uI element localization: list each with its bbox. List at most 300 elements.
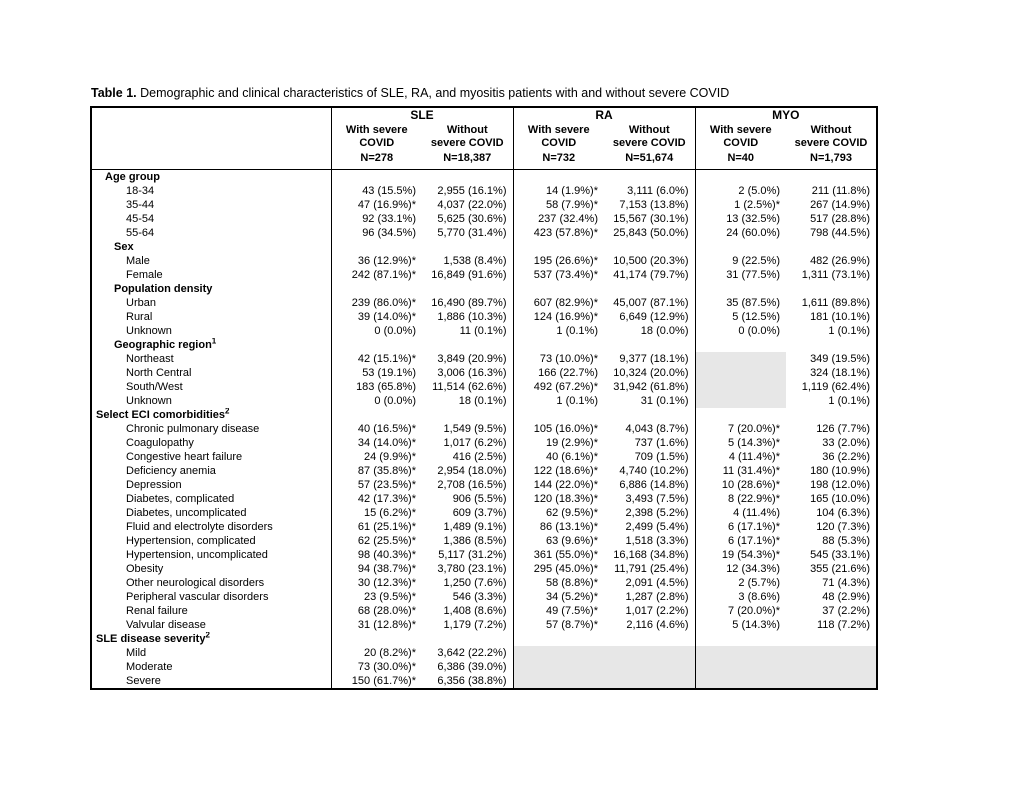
table-row	[91, 366, 877, 380]
column-n-count: N=1,793	[810, 152, 852, 164]
value-cell: 35 (87.5%)	[695, 296, 786, 310]
column-header-label: With severe COVID	[527, 124, 590, 149]
value-cell: 2,091 (4.5%)	[625, 576, 689, 589]
value-cell	[331, 408, 422, 422]
value-cell: 0 (0.0%)	[331, 394, 422, 408]
value-cell: 165 (10.0%)	[810, 492, 870, 505]
value-cell: 482 (26.9%)	[810, 254, 870, 267]
value-cell	[604, 338, 695, 352]
value-cell: 120 (18.3%)*	[513, 492, 604, 506]
value-cell: 31,942 (61.8%)	[613, 380, 689, 393]
group-header-ra: RA	[513, 107, 695, 123]
value-cell: 3,849 (20.9%)	[437, 352, 507, 365]
value-cell: 58 (8.8%)*	[513, 576, 604, 590]
value-cell: 16,849 (91.6%)	[431, 268, 507, 281]
value-cell: 24 (60.0%)	[695, 226, 786, 240]
value-cell: 58 (7.9%)*	[513, 198, 604, 212]
value-cell: 11 (31.4%)*	[695, 464, 786, 478]
value-cell: 19 (54.3%)*	[695, 548, 786, 562]
value-cell: 239 (86.0%)*	[331, 296, 422, 310]
value-cell	[513, 240, 604, 254]
value-cell	[513, 408, 604, 422]
value-cell	[695, 282, 786, 296]
value-cell	[695, 169, 786, 184]
column-header-label: With severe COVID	[345, 124, 408, 149]
row-label: Northeast	[126, 352, 174, 365]
value-cell: 8 (22.9%)*	[695, 492, 786, 506]
row-label: Urban	[126, 296, 156, 309]
value-cell: 5 (12.5%)	[695, 310, 786, 324]
section-row	[91, 282, 877, 296]
value-cell: 737 (1.6%)	[634, 436, 689, 449]
column-n-count: N=18,387	[443, 152, 492, 164]
row-label: Chronic pulmonary disease	[126, 422, 260, 435]
value-cell: 73 (30.0%)*	[331, 660, 422, 674]
value-cell	[513, 282, 604, 296]
column-header	[695, 123, 786, 169]
row-label: Unknown	[126, 394, 172, 407]
value-cell: 324 (18.1%)	[810, 366, 870, 379]
row-label: Sex	[114, 240, 134, 253]
value-cell: 62 (25.5%)*	[331, 534, 422, 548]
value-cell: 6 (17.1%)*	[695, 534, 786, 548]
section-row	[91, 338, 877, 352]
value-cell: 1 (0.1%)	[828, 324, 870, 337]
table-body	[91, 169, 877, 689]
value-cell: 2,116 (4.6%)	[626, 618, 689, 631]
value-cell: 1,250 (7.6%)	[443, 576, 507, 589]
value-cell: 10 (28.6%)*	[695, 478, 786, 492]
value-cell	[604, 282, 695, 296]
value-cell: 5,117 (31.2%)	[438, 548, 507, 561]
group-header-sle: SLE	[331, 107, 513, 123]
value-cell: 126 (7.7%)	[816, 422, 870, 435]
value-cell: 517 (28.8%)	[810, 212, 870, 225]
value-cell: 6,649 (12.9%)	[619, 310, 689, 323]
table-row	[91, 394, 877, 408]
value-cell: 122 (18.6%)*	[513, 464, 604, 478]
value-cell: 3,642 (22.2%)	[437, 646, 507, 659]
column-header-label: Without severe COVID	[430, 124, 504, 149]
masked-cell	[604, 660, 695, 674]
table-row	[91, 520, 877, 534]
masked-cell	[695, 674, 786, 689]
value-cell: 198 (12.0%)	[810, 478, 870, 491]
section-row	[91, 408, 877, 422]
row-label: 18-34	[126, 184, 155, 197]
header-corner-cell	[91, 107, 331, 123]
value-cell: 92 (33.1%)	[331, 212, 422, 226]
value-cell: 1,518 (3.3%)	[625, 534, 689, 547]
value-cell: 2,398 (5.2%)	[625, 506, 689, 519]
row-label: Population density	[114, 282, 213, 295]
table-row	[91, 646, 877, 660]
value-cell: 1 (0.1%)	[513, 394, 604, 408]
table-row	[91, 212, 877, 226]
value-cell: 16,490 (89.7%)	[431, 296, 507, 309]
value-cell: 31 (77.5%)	[695, 268, 786, 282]
masked-cell	[786, 660, 877, 674]
value-cell: 1 (0.1%)	[513, 324, 604, 338]
value-cell: 267 (14.9%)	[810, 198, 870, 211]
value-cell	[422, 632, 513, 646]
column-header	[786, 123, 877, 169]
masked-cell	[695, 380, 786, 394]
value-cell: 6,386 (39.0%)	[437, 660, 507, 673]
table-row	[91, 590, 877, 604]
value-cell	[786, 408, 877, 422]
value-cell: 42 (17.3%)*	[331, 492, 422, 506]
table-row	[91, 478, 877, 492]
value-cell: 23 (9.5%)*	[331, 590, 422, 604]
characteristics-table	[90, 106, 878, 690]
table-header	[91, 107, 877, 169]
value-cell: 12 (34.3%)	[695, 562, 786, 576]
masked-cell	[786, 674, 877, 689]
value-cell: 1,611 (89.8%)	[801, 296, 870, 309]
table-title-number: Table 1.	[91, 86, 137, 100]
value-cell: 2 (5.7%)	[695, 576, 786, 590]
value-cell: 34 (5.2%)*	[513, 590, 604, 604]
value-cell: 1,549 (9.5%)	[443, 422, 507, 435]
value-cell: 2,954 (18.0%)	[437, 464, 507, 477]
table-row	[91, 268, 877, 282]
value-cell: 211 (11.8%)	[811, 184, 870, 197]
value-cell: 53 (19.1%)	[331, 366, 422, 380]
value-cell: 607 (82.9%)*	[513, 296, 604, 310]
value-cell: 1,538 (8.4%)	[443, 254, 507, 267]
value-cell: 11,514 (62.6%)	[432, 380, 507, 393]
table-title	[91, 86, 891, 101]
column-header-label: Without severe COVID	[612, 124, 686, 149]
masked-cell	[695, 646, 786, 660]
value-cell: 355 (21.6%)	[810, 562, 870, 575]
value-cell: 423 (57.8%)*	[513, 226, 604, 240]
row-label: South/West	[126, 380, 183, 393]
row-label: Diabetes, uncomplicated	[126, 506, 247, 519]
value-cell: 20 (8.2%)*	[331, 646, 422, 660]
value-cell: 16,168 (34.8%)	[613, 548, 689, 561]
value-cell	[786, 169, 877, 184]
value-cell	[422, 240, 513, 254]
section-row	[91, 169, 877, 184]
value-cell: 361 (55.0%)*	[513, 548, 604, 562]
table-row	[91, 380, 877, 394]
value-cell: 40 (16.5%)*	[331, 422, 422, 436]
value-cell: 63 (9.6%)*	[513, 534, 604, 548]
value-cell	[422, 408, 513, 422]
column-n-count: N=732	[542, 152, 576, 164]
table-row	[91, 534, 877, 548]
value-cell	[331, 632, 422, 646]
value-cell: 15,567 (30.1%)	[613, 212, 689, 225]
value-cell: 609 (3.7%)	[452, 506, 507, 519]
value-cell	[695, 408, 786, 422]
value-cell: 41,174 (79.7%)	[613, 268, 689, 281]
value-cell: 120 (7.3%)	[816, 520, 870, 533]
row-label: Obesity	[126, 562, 164, 575]
value-cell	[786, 632, 877, 646]
column-header-label: With severe COVID	[709, 124, 772, 149]
table-row	[91, 226, 877, 240]
value-cell: 2 (5.0%)	[695, 184, 786, 198]
row-label: Select ECI comorbidities$^2$	[96, 407, 230, 421]
masked-cell	[604, 646, 695, 660]
masked-cell	[513, 646, 604, 660]
footnote-marker: 2	[205, 631, 210, 639]
value-cell	[604, 240, 695, 254]
value-cell: 1,408 (8.6%)	[443, 604, 507, 617]
row-label: Unknown	[126, 324, 172, 337]
table-row	[91, 506, 877, 520]
value-cell: 19 (2.9%)*	[513, 436, 604, 450]
value-cell: 3 (8.6%)	[695, 590, 786, 604]
value-cell: 47 (16.9%)*	[331, 198, 422, 212]
column-n-count: N=278	[360, 152, 394, 164]
value-cell	[604, 408, 695, 422]
value-cell	[331, 169, 422, 184]
value-cell: 4,740 (10.2%)	[619, 464, 689, 477]
value-cell: 1,287 (2.8%)	[625, 590, 689, 603]
masked-cell	[695, 366, 786, 380]
table-row	[91, 324, 877, 338]
header-corner-cell	[91, 123, 331, 169]
value-cell: 1,489 (9.1%)	[443, 520, 507, 533]
value-cell: 10,500 (20.3%)	[613, 254, 689, 267]
value-cell: 798 (44.5%)	[810, 226, 870, 239]
value-cell: 4,043 (8.7%)	[625, 422, 689, 435]
table-row	[91, 562, 877, 576]
value-cell: 11,791 (25.4%)	[614, 562, 689, 575]
table-row	[91, 464, 877, 478]
row-label: Deficiency anemia	[126, 464, 216, 477]
table-row	[91, 660, 877, 674]
value-cell: 5 (14.3%)	[695, 618, 786, 632]
value-cell: 9,377 (18.1%)	[619, 352, 689, 365]
masked-cell	[513, 674, 604, 689]
value-cell: 166 (22.7%)	[513, 366, 604, 380]
value-cell	[786, 338, 877, 352]
value-cell: 15 (6.2%)*	[331, 506, 422, 520]
row-label: Mild	[126, 646, 147, 659]
value-cell: 10,324 (20.0%)	[613, 366, 689, 379]
value-cell: 1,017 (2.2%)	[625, 604, 689, 617]
table-row	[91, 492, 877, 506]
value-cell: 105 (16.0%)*	[513, 422, 604, 436]
table-title-text: Demographic and clinical characteristics of SLE, RA, and myositis patients with and without severe COVID	[136, 86, 730, 100]
value-cell	[422, 282, 513, 296]
header-subcolumn-row	[91, 123, 877, 169]
value-cell: 36 (12.9%)*	[331, 254, 422, 268]
value-cell	[513, 338, 604, 352]
value-cell: 31 (12.8%)*	[331, 618, 422, 632]
value-cell: 6,886 (14.8%)	[619, 478, 689, 491]
value-cell: 6 (17.1%)*	[695, 520, 786, 534]
value-cell: 242 (87.1%)*	[331, 268, 422, 282]
value-cell: 61 (25.1%)*	[331, 520, 422, 534]
table-row	[91, 310, 877, 324]
value-cell: 295 (45.0%)*	[513, 562, 604, 576]
value-cell: 709 (1.5%)	[634, 450, 689, 463]
table-row	[91, 296, 877, 310]
value-cell	[422, 338, 513, 352]
value-cell: 30 (12.3%)*	[331, 576, 422, 590]
value-cell: 42 (15.1%)*	[331, 352, 422, 366]
table-row	[91, 184, 877, 198]
value-cell: 24 (9.9%)*	[331, 450, 422, 464]
value-cell	[695, 240, 786, 254]
row-label: Hypertension, complicated	[126, 534, 256, 547]
table-row	[91, 254, 877, 268]
value-cell: 7 (20.0%)*	[695, 422, 786, 436]
value-cell: 37 (2.2%)	[822, 604, 870, 617]
value-cell: 13 (32.5%)	[695, 212, 786, 226]
value-cell: 11 (0.1%)	[459, 324, 507, 337]
value-cell: 96 (34.5%)	[331, 226, 422, 240]
value-cell	[331, 282, 422, 296]
value-cell: 3,780 (23.1%)	[437, 562, 507, 575]
row-label: Renal failure	[126, 604, 188, 617]
value-cell	[786, 240, 877, 254]
row-label: Severe	[126, 674, 161, 687]
value-cell: 118 (7.2%)	[817, 618, 870, 631]
value-cell: 3,111 (6.0%)	[627, 184, 689, 197]
table-row	[91, 548, 877, 562]
value-cell: 2,708 (16.5%)	[437, 478, 507, 491]
value-cell: 195 (26.6%)*	[513, 254, 604, 268]
value-cell: 25,843 (50.0%)	[613, 226, 689, 239]
value-cell: 416 (2.5%)	[452, 450, 507, 463]
table-row	[91, 352, 877, 366]
value-cell: 71 (4.3%)	[822, 576, 870, 589]
table-row	[91, 436, 877, 450]
header-group-row	[91, 107, 877, 123]
value-cell: 104 (6.3%)	[816, 506, 870, 519]
value-cell: 2,499 (5.4%)	[625, 520, 689, 533]
column-header-label: Without severe COVID	[794, 124, 868, 149]
value-cell	[331, 338, 422, 352]
value-cell: 492 (67.2%)*	[513, 380, 604, 394]
table-row	[91, 618, 877, 632]
column-header	[513, 123, 604, 169]
value-cell: 5,625 (30.6%)	[437, 212, 507, 225]
row-label: North Central	[126, 366, 192, 379]
value-cell	[604, 632, 695, 646]
table-row	[91, 604, 877, 618]
row-label: 35-44	[126, 198, 155, 211]
value-cell	[695, 338, 786, 352]
column-n-count: N=51,674	[625, 152, 674, 164]
value-cell: 86 (13.1%)*	[513, 520, 604, 534]
row-label: 45-54	[126, 212, 155, 225]
value-cell: 5 (14.3%)*	[695, 436, 786, 450]
value-cell: 5,770 (31.4%)	[437, 226, 507, 239]
value-cell: 68 (28.0%)*	[331, 604, 422, 618]
value-cell	[513, 632, 604, 646]
row-label: Moderate	[126, 660, 173, 673]
value-cell: 62 (9.5%)*	[513, 506, 604, 520]
value-cell: 2,955 (16.1%)	[437, 184, 507, 197]
value-cell: 1 (0.1%)	[828, 394, 870, 407]
row-label: Congestive heart failure	[126, 450, 243, 463]
value-cell	[786, 282, 877, 296]
table-row	[91, 674, 877, 689]
masked-cell	[604, 674, 695, 689]
value-cell: 349 (19.5%)	[810, 352, 870, 365]
value-cell: 48 (2.9%)	[822, 590, 870, 603]
value-cell	[604, 169, 695, 184]
row-label: Fluid and electrolyte disorders	[126, 520, 273, 533]
value-cell: 9 (22.5%)	[695, 254, 786, 268]
value-cell: 3,493 (7.5%)	[625, 492, 689, 505]
row-label: 55-64	[126, 226, 155, 239]
row-label: Coagulopathy	[126, 436, 194, 449]
masked-cell	[695, 394, 786, 408]
value-cell: 124 (16.9%)*	[513, 310, 604, 324]
footnote-marker: 2	[224, 407, 230, 415]
value-cell: 1,119 (62.4%)	[801, 380, 870, 393]
value-cell: 40 (6.1%)*	[513, 450, 604, 464]
value-cell: 7 (20.0%)*	[695, 604, 786, 618]
masked-cell	[695, 660, 786, 674]
value-cell: 1 (2.5%)*	[695, 198, 786, 212]
value-cell: 1,017 (6.2%)	[443, 436, 507, 449]
row-label: Age group	[105, 170, 160, 183]
value-cell: 31 (0.1%)	[640, 394, 689, 407]
row-label: Peripheral vascular disorders	[126, 590, 269, 603]
row-label: Hypertension, uncomplicated	[126, 548, 268, 561]
value-cell: 180 (10.9%)	[810, 464, 870, 477]
row-label: Rural	[126, 310, 153, 323]
value-cell: 545 (33.1%)	[810, 548, 870, 561]
value-cell: 98 (40.3%)*	[331, 548, 422, 562]
value-cell: 181 (10.1%)	[810, 310, 870, 323]
value-cell: 73 (10.0%)*	[513, 352, 604, 366]
value-cell: 94 (38.7%)*	[331, 562, 422, 576]
value-cell	[331, 240, 422, 254]
value-cell: 18 (0.1%)	[458, 394, 507, 407]
value-cell: 537 (73.4%)*	[513, 268, 604, 282]
value-cell: 7,153 (13.8%)	[619, 198, 689, 211]
value-cell: 33 (2.0%)	[822, 436, 870, 449]
value-cell: 39 (14.0%)*	[331, 310, 422, 324]
row-label: Geographic region$^1$	[114, 337, 217, 351]
value-cell: 34 (14.0%)*	[331, 436, 422, 450]
column-header	[604, 123, 695, 169]
value-cell: 183 (65.8%)	[331, 380, 422, 394]
column-n-count: N=40	[727, 152, 755, 164]
table-row	[91, 422, 877, 436]
row-label: Valvular disease	[126, 618, 206, 631]
masked-cell	[513, 660, 604, 674]
row-label: Female	[126, 268, 163, 281]
value-cell: 6,356 (38.8%)	[437, 674, 507, 687]
column-header	[331, 123, 422, 169]
value-cell: 4,037 (22.0%)	[437, 198, 507, 211]
row-label: SLE disease severity$^2$	[96, 631, 210, 645]
section-row	[91, 632, 877, 646]
value-cell: 14 (1.9%)*	[513, 184, 604, 198]
table-row	[91, 576, 877, 590]
table-row	[91, 198, 877, 212]
value-cell: 88 (5.3%)	[822, 534, 870, 547]
value-cell: 18 (0.0%)	[640, 324, 689, 337]
value-cell: 3,006 (16.3%)	[437, 366, 507, 379]
footnote-marker: 1	[211, 337, 217, 345]
row-label: Male	[126, 254, 150, 267]
value-cell: 43 (15.5%)	[331, 184, 422, 198]
value-cell	[695, 632, 786, 646]
